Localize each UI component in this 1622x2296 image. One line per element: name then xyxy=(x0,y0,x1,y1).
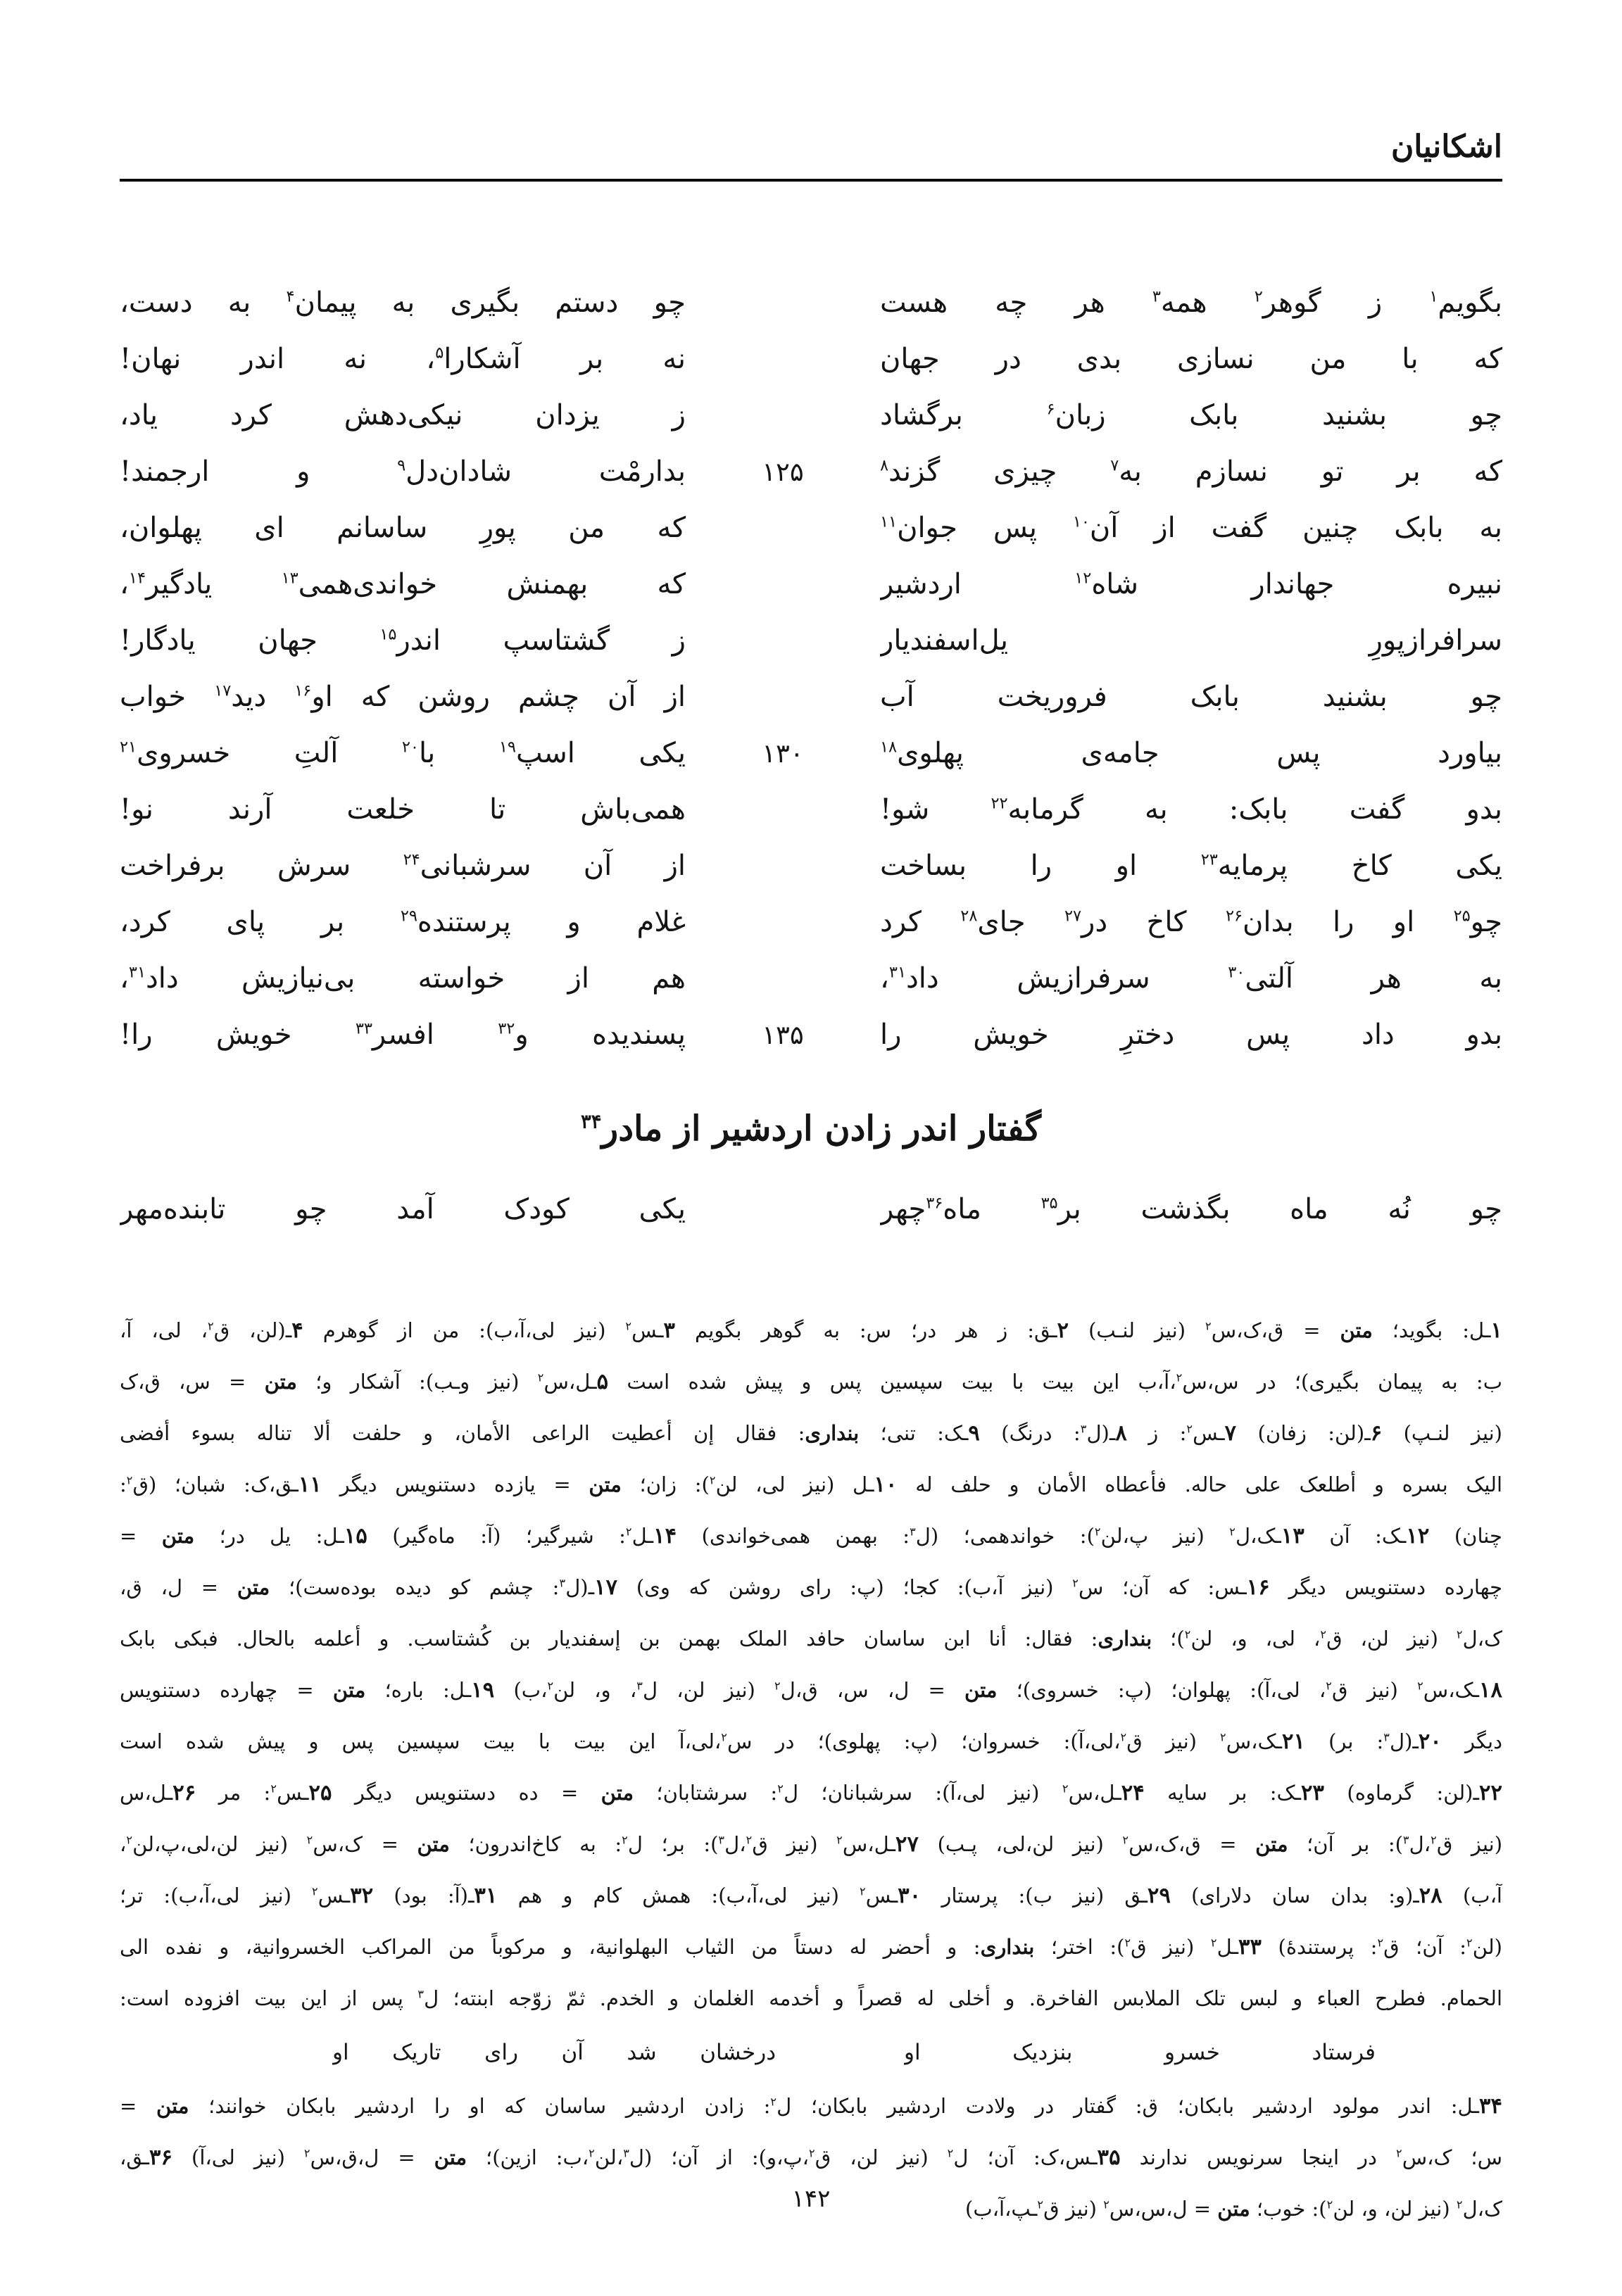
footnote-verse-right: فرستاد خسرو بنزدیک او xyxy=(904,2040,1376,2065)
hemistich-right: نبیره جهاندار شاه$^{۱۲}$ اردشیر xyxy=(880,568,1502,600)
poem-block xyxy=(120,275,1502,1063)
verse-row xyxy=(120,1007,1502,1063)
hemistich-left: غلام و پرستنده$^{۲۹}$ بر پای کرد، xyxy=(120,906,686,938)
hemistich-right: چو بشنید بابک زبان$^۶$ برگشاد xyxy=(880,399,1502,431)
footnote-line: س؛ ک،س$^۲$ در اینجا سرنویس ندارند ۳۵ـس،ک: آن؛ ل$^۲$ (نیز لن، ق$^۲$،پ،و): از آن؛ (ل$^۳$،لن$^۲$،ب: ازین)؛ متن = ل،ق،س$^۲$ (نیز لی،آ) ۳۶ـق، xyxy=(120,2145,1502,2170)
hemistich-left: ز یزدان نیکی‌دهش کرد یاد، xyxy=(120,399,686,431)
hemistich-left: که من پورِ ساسانم ای پهلوان، xyxy=(120,512,686,544)
footnote-lines-lower xyxy=(120,2081,1502,2183)
hemistich-left: یکی اسپ$^{۱۹}$ با$^{۲۰}$ آلتِ خسروی$^{۲۱}$ xyxy=(120,737,686,769)
verse-row xyxy=(120,725,1502,781)
hemistich-right: بگویم$^۱$ ز گوهر$^۲$ همه$^۳$ هر چه هست xyxy=(880,286,1502,319)
footnote-line: ب: به پیمان بگیری)؛ در س،س$^۲$،آ،ب این بیت با بیت سپسین پس و پیش شده است ۵ـل،س$^۲$ (نیز وـب): آشکار و؛ متن = س، ق،ک xyxy=(120,1369,1502,1394)
verse-row xyxy=(120,781,1502,838)
footnote-lines-upper xyxy=(120,1305,1502,2024)
running-header-title: اشکانیان xyxy=(1390,129,1502,165)
footnote-line: ۱۸ـک،س$^۲$ (نیز ق$^۲$، لی،آ): پهلوان؛ (پ: خسروی)؛ متن = ل، س، ق،ل$^۲$ (نیز لن، ل$^۳$، و، لن$^۲$،ب) ۱۹ـل: باره؛ متن = چهارده دستنویس xyxy=(120,1677,1502,1703)
verse-row xyxy=(120,612,1502,669)
hemistich-right: چو نُه ماه بگذشت بر$^{۳۵}$ ماه$^{۳۶}$چهر xyxy=(880,1193,1502,1225)
footnote-line: ک،ل$^۲$ (نیز لن، ق$^۲$، لی، و، لن$^۲$)؛ بنداری: فقال: أنا ابن ساسان حافد الملک بهمن بن إسفندیار بن کُشتاسب. و أعلمه بالحال. فبکی بابک xyxy=(120,1627,1502,1651)
critical-apparatus xyxy=(120,1305,1502,2235)
verse-row xyxy=(120,1181,1502,1237)
footnote-quoted-verse xyxy=(120,2024,1502,2081)
footnote-line: (نیز ق$^۲$،ل$^۳$): بر آن؛ متن = ق،ک،س$^۲$ (نیز لن،لی، پـب) ۲۷ـل،س$^۲$ (نیز ق$^۲$،ل$^۳$): بر؛ ل$^۲$: به کاخ‌اندرون؛ متن = ک،س$^۲$ (نیز لن،لی،پ،لن$^۲$، xyxy=(120,1831,1502,1857)
footnote-line: الحمام. فطرح العباء و لبس تلک الملابس الفاخرة. و أخلی له قصراً و أخدمه الغلمان و الخدم. ثمّ زوّجه ابنته؛ ل$^۳$ پس از این بیت افزوده است: xyxy=(120,1986,1502,2010)
verse-number: ۱۲۵ xyxy=(762,457,804,487)
hemistich-left: همی‌باش تا خلعت آرند نو! xyxy=(120,793,686,826)
hemistich-left: یکی کودک آمد چو تابنده‌مهر xyxy=(120,1193,686,1225)
hemistich-left: از آن سرشبانی$^{۲۴}$ سرش برفراخت xyxy=(120,850,686,882)
verse-number: ۱۳۵ xyxy=(762,1020,804,1050)
hemistich-left: هم از خواسته بی‌نیازیش داد$^{۳۱}$، xyxy=(120,962,686,995)
footnote-line: آ،ب) ۲۸ـ(و: بدان سان دلارای) ۲۹ـق (نیز ب): پرستار ۳۰ـس$^۲$ (نیز لی،آ،ب): همش کام و هم ۳۱ـ(آ: بود) ۳۲ـس$^۲$ (نیز لی،آ،ب): تر؛ xyxy=(120,1883,1502,1908)
verse-row xyxy=(120,387,1502,443)
hemistich-right: یکی کاخ پرمایه$^{۲۳}$ او را بساخت xyxy=(880,850,1502,882)
hemistich-right: به هر آلتی$^{۳۰}$ سرفرازیش داد$^{۳۱}$، xyxy=(880,962,1502,995)
verse-row xyxy=(120,275,1502,331)
verse-row xyxy=(120,443,1502,500)
hemistich-left: پسندیده و$^{۳۲}$ افسر$^{۳۳}$ خویش را! xyxy=(120,1018,686,1051)
verse-number: ۱۳۰ xyxy=(762,738,804,769)
footnote-line: ۳۴ـل: اندر مولود اردشیر بابکان؛ ق: گفتار در ولادت اردشیر بابکان؛ ل$^۲$: زادن اردشیر ساسان که او را اردشیر بابکان خوانند؛ متن = xyxy=(120,2093,1502,2119)
verse-row xyxy=(120,500,1502,556)
hemistich-right: بدو گفت بابک: به گرمابه$^{۲۲}$ شو! xyxy=(880,793,1502,826)
verse-row xyxy=(120,331,1502,387)
footnote-last-line: ک،ل$^۲$ (نیز لن، و، لن$^۲$): خوب؛ متن = ل،س،س$^۲$ (نیز ق$^۲$ـپ،آ،ب) xyxy=(965,2197,1502,2221)
verse-row xyxy=(120,838,1502,894)
hemistich-left: چو دستم بگیری به پیمان$^۴$ به دست، xyxy=(120,286,686,319)
verse-row xyxy=(120,556,1502,612)
hemistich-left: از آن چشم روشن که او$^{۱۶}$ دید$^{۱۷}$ خواب xyxy=(120,681,686,713)
section-heading: گفتار اندر زادن اردشیر از مادر$^{۳۴}$ xyxy=(581,1108,1041,1149)
hemistich-right: به بابک چنین گفت از آن$^{۱۰}$ پس جوان$^{۱۱}$ xyxy=(880,512,1502,544)
hemistich-right: بیاورد پس جامه‌ی پهلوی$^{۱۸}$ xyxy=(880,737,1502,769)
header-rule xyxy=(120,179,1502,182)
hemistich-left: نه بر آشکارا$^۵$، نه اندر نهان! xyxy=(120,343,686,375)
hemistich-right: چو بشنید بابک فروریخت آب xyxy=(880,681,1502,713)
hemistich-left: بدارمْت شادان‌دل$^۹$ و ارجمند! xyxy=(120,455,686,488)
page-number: ۱۴۲ xyxy=(791,2185,831,2213)
verse-row xyxy=(120,894,1502,950)
footnote-verse-left: درخشان شد آن رای تاریک او xyxy=(332,2040,776,2065)
verse-row xyxy=(120,950,1502,1007)
footnote-line: ۲۲ـ(لن: گرماوه) ۲۳ـک: بر سایه ۲۴ـل،س$^۲$ (نیز لی،آ): سرشبانان؛ ل$^۲$: سرشتابان؛ متن = ده دستنویس دیگر ۲۵ـس$^۲$: مر ۲۶ـل،س xyxy=(120,1780,1502,1805)
hemistich-right: که بر تو نسازم به$^۷$ چیزی گزند$^۸$ xyxy=(880,455,1502,488)
footnote-line: دیگر ۲۰ـ(ل$^۳$: بر) ۲۱ـک،س$^۲$ (نیز ق$^۲$،لی،آ): خسروان؛ (پ: پهلوی)؛ در س$^۲$،لی،آ این بیت با بیت سپسین پس و پیش شده است xyxy=(120,1729,1502,1754)
poem-block-after-heading xyxy=(120,1181,1502,1237)
hemistich-left: ز گشتاسپ اندر$^{۱۵}$ جهان یادگار! xyxy=(120,624,686,657)
footnote-line: الیک بسره و أطلعک علی حاله. فأعطاه الأمان و حلف له ۱۰ـل (نیز لی، لن$^۲$): زان؛ متن = یازده دستنویس دیگر ۱۱ـق،ک: شبان؛ (ق$^۲$: xyxy=(120,1472,1502,1497)
hemistich-left: که بهمنش خواندی‌همی$^{۱۳}$ یادگیر$^{۱۴}$، xyxy=(120,568,686,600)
hemistich-right: چو$^{۲۵}$ او را بدان$^{۲۶}$ کاخ در$^{۲۷}$ جای$^{۲۸}$ کرد xyxy=(880,906,1502,938)
hemistich-right: که با من نسازی بدی در جهان xyxy=(880,343,1502,375)
footnote-line: چهارده دستنویس دیگر ۱۶ـس: که آن؛ س$^۲$ (نیز آ،ب): کجا؛ (پ: رای روشن که وی) ۱۷ـ(ل$^۳$: چشم کو دیده بوده‌ست)؛ متن = ل، ق، xyxy=(120,1575,1502,1600)
hemistich-right: سرافرازپورِ یل‌اسفندیار xyxy=(880,624,1502,657)
hemistich-right: بدو داد پس دخترِ خویش را xyxy=(880,1018,1502,1051)
footnote-line: (نیز لنـپ) ۶ـ(لن: زفان) ۷ـس$^۲$: ز ۸ـ(ل$^۳$: درنگ) ۹ـک: تنی؛ بنداری: فقال إن أعطیت الراعی الأمان، و حلفت ألا تناله بسوء أفضی xyxy=(120,1420,1502,1446)
verse-row xyxy=(120,669,1502,725)
page-header xyxy=(120,127,1502,182)
footnote-line: ۱ـل: بگوید؛ متن = ق،ک،س$^۲$ (نیز لنـب) ۲ـق: ز هر در؛ س: به گوهر بگویم ۳ـس$^۲$ (نیز لی،آ،ب): من از گوهرم ۴ـ(لن، ق$^۲$، لی، آ، xyxy=(120,1318,1502,1343)
footnote-line: چنان) ۱۲ـک: آن ۱۳ـک،ل$^۲$ (نیز پ،لن$^۲$): خواندهمی؛ (ل$^۳$: بهمن همی‌خواندی) ۱۴ـل$^۲$: شیرگیر؛ (آ: ماه‌گیر) ۱۵ـل: یل در؛ متن = xyxy=(120,1523,1502,1548)
footnote-line: (لن$^۲$: آن؛ ق$^۲$: پرستندۀ) ۳۳ـل$^۲$ (نیز ق$^۲$): اختر؛ بنداری: و أحضر له دستاً من الثیاب البهلوانیة، و مرکوباً من المراکب الخسروانیة، و نفده الی xyxy=(120,1934,1502,1960)
